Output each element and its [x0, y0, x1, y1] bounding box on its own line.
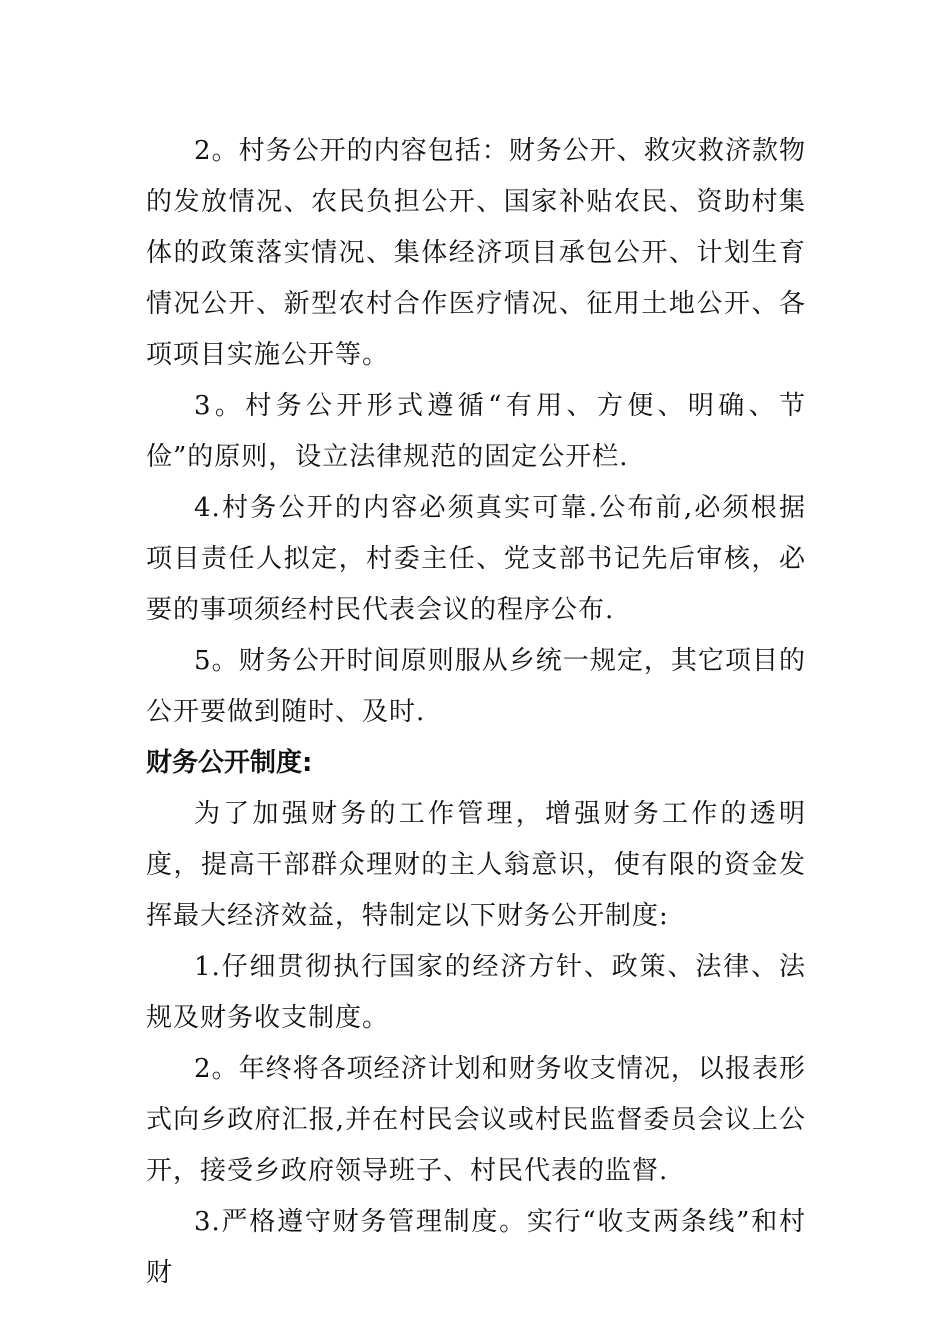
section-heading: 财务公开制度:	[146, 748, 313, 778]
paragraph-rule-2: 2。年终将各项经济计划和财务收支情况，以报表形式向乡政府汇报,并在村民会议或村民监督委员会议上公开，接受乡政府领导班子、村民代表的监督.	[146, 1054, 806, 1186]
paragraph-rule-1: 1.仔细贯彻执行国家的经济方针、政策、法律、法规及财务收支制度。	[146, 952, 806, 1033]
paragraph-item-3-form: 3。村务公开形式遵循“有用、方便、明确、节俭”的原则，设立法律规范的固定公开栏.	[146, 391, 806, 472]
paragraph-item-2-contents: 2。村务公开的内容包括：财务公开、救灾救济款物的发放情况、农民负担公开、国家补贴农民、资助村集体的政策落实情况、集体经济项目承包公开、计划生育情况公开、新型农村合作医疗情况、征用土地公开、各项项目实施公开等。	[146, 136, 806, 370]
document-page	[146, 126, 806, 1299]
paragraph-item-5-timing: 5。财务公开时间原则服从乡统一规定，其它项目的公开要做到随时、及时.	[146, 646, 806, 727]
paragraph-rule-3: 3.严格遵守财务管理制度。实行“收支两条线”和村财	[146, 1207, 806, 1288]
paragraph-intro: 为了加强财务的工作管理，增强财务工作的透明度，提高干部群众理财的主人翁意识，使有限的资金发挥最大经济效益，特制定以下财务公开制度:	[146, 799, 806, 931]
paragraph-item-4-authenticity: 4.村务公开的内容必须真实可靠.公布前,必须根据项目责任人拟定，村委主任、党支部书记先后审核，必要的事项须经村民代表会议的程序公布.	[146, 493, 806, 625]
